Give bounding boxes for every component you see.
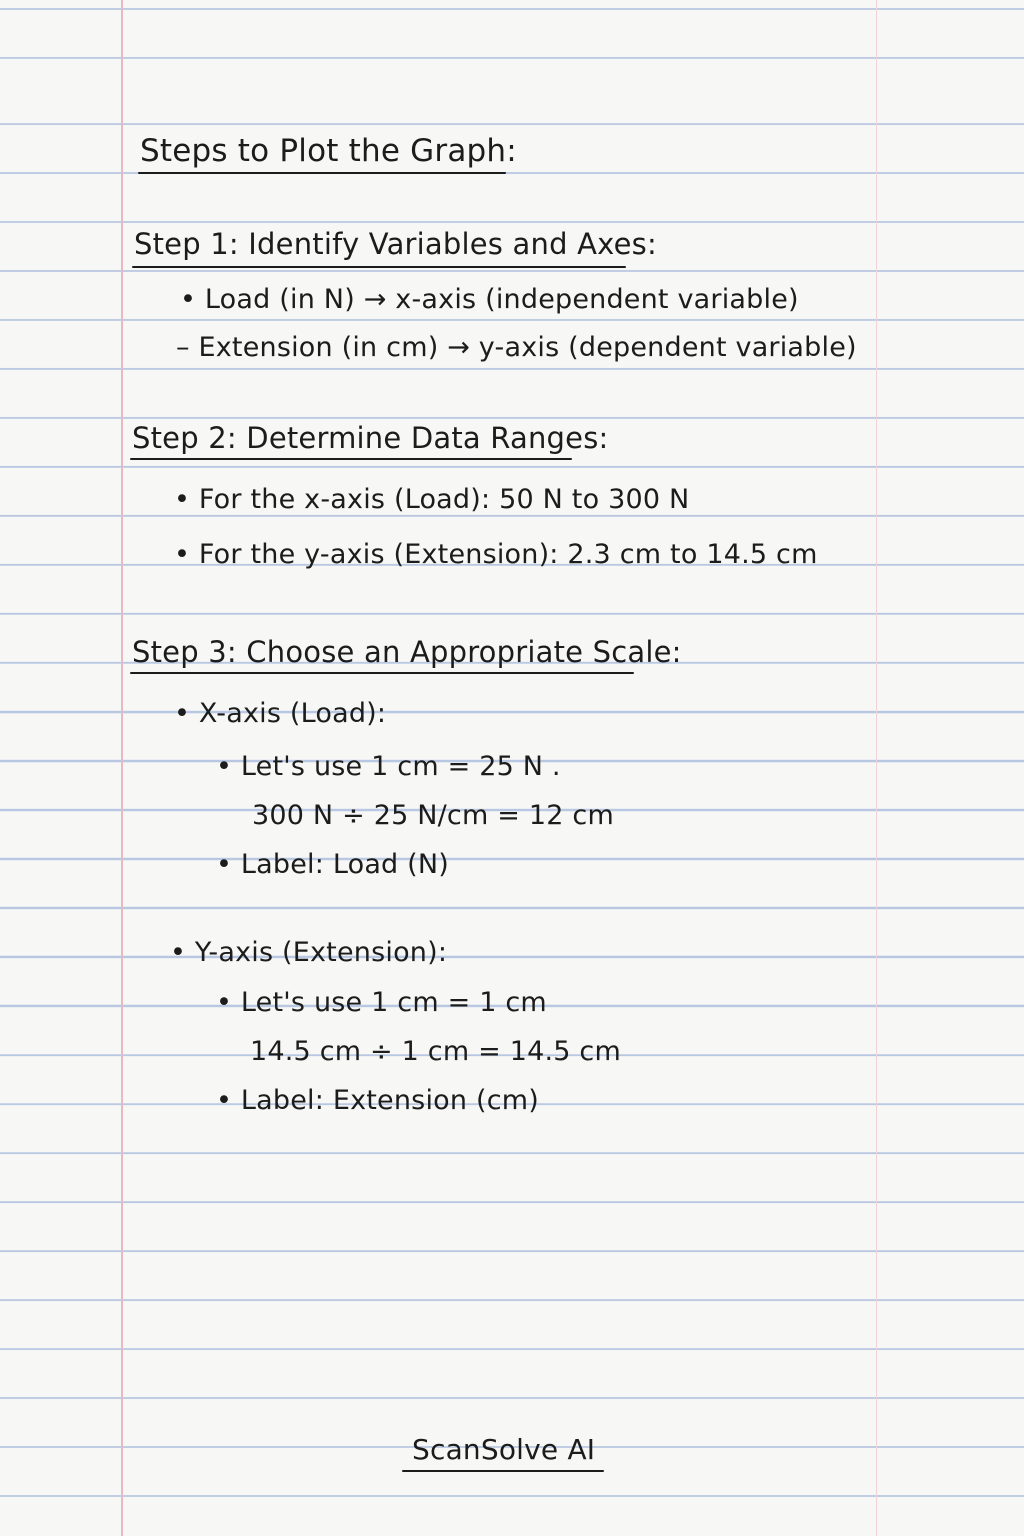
step3-y-axis-calc: 14.5 cm ÷ 1 cm = 14.5 cm: [250, 1036, 621, 1067]
step3-x-axis-axislabel: • Label: Load (N): [216, 849, 450, 880]
step3-y-axis-label: • Y-axis (Extension):: [170, 937, 448, 968]
step1-heading-underline: [132, 266, 626, 268]
step1-line-load: • Load (in N) → x-axis (independent variable): [180, 284, 799, 315]
step3-x-axis-scale: • Let's use 1 cm = 25 N .: [216, 751, 561, 782]
step2-heading: Step 2: Determine Data Ranges:: [132, 421, 609, 455]
footer-brand: ScanSolve AI: [412, 1433, 596, 1466]
step3-x-axis-label: • X-axis (Load):: [174, 698, 387, 729]
step1-line-extension: – Extension (in cm) → y-axis (dependent variable): [176, 332, 857, 363]
step3-heading-underline: [130, 672, 634, 674]
step2-heading-underline: [130, 458, 572, 460]
step2-line-x-range: • For the x-axis (Load): 50 N to 300 N: [174, 484, 690, 515]
step3-y-axis-scale: • Let's use 1 cm = 1 cm: [216, 987, 547, 1018]
left-margin-line: [121, 0, 123, 1536]
page-title-underline: [138, 172, 506, 174]
right-margin-line: [876, 0, 877, 1536]
step3-heading: Step 3: Choose an Appropriate Scale:: [132, 635, 682, 669]
footer-underline: [402, 1470, 604, 1472]
page-title: Steps to Plot the Graph:: [140, 133, 517, 169]
step1-heading: Step 1: Identify Variables and Axes:: [134, 227, 657, 261]
step3-x-axis-calc: 300 N ÷ 25 N/cm = 12 cm: [252, 800, 614, 831]
step2-line-y-range: • For the y-axis (Extension): 2.3 cm to 14.5 cm: [174, 539, 818, 570]
step3-y-axis-axislabel: • Label: Extension (cm): [216, 1085, 539, 1116]
